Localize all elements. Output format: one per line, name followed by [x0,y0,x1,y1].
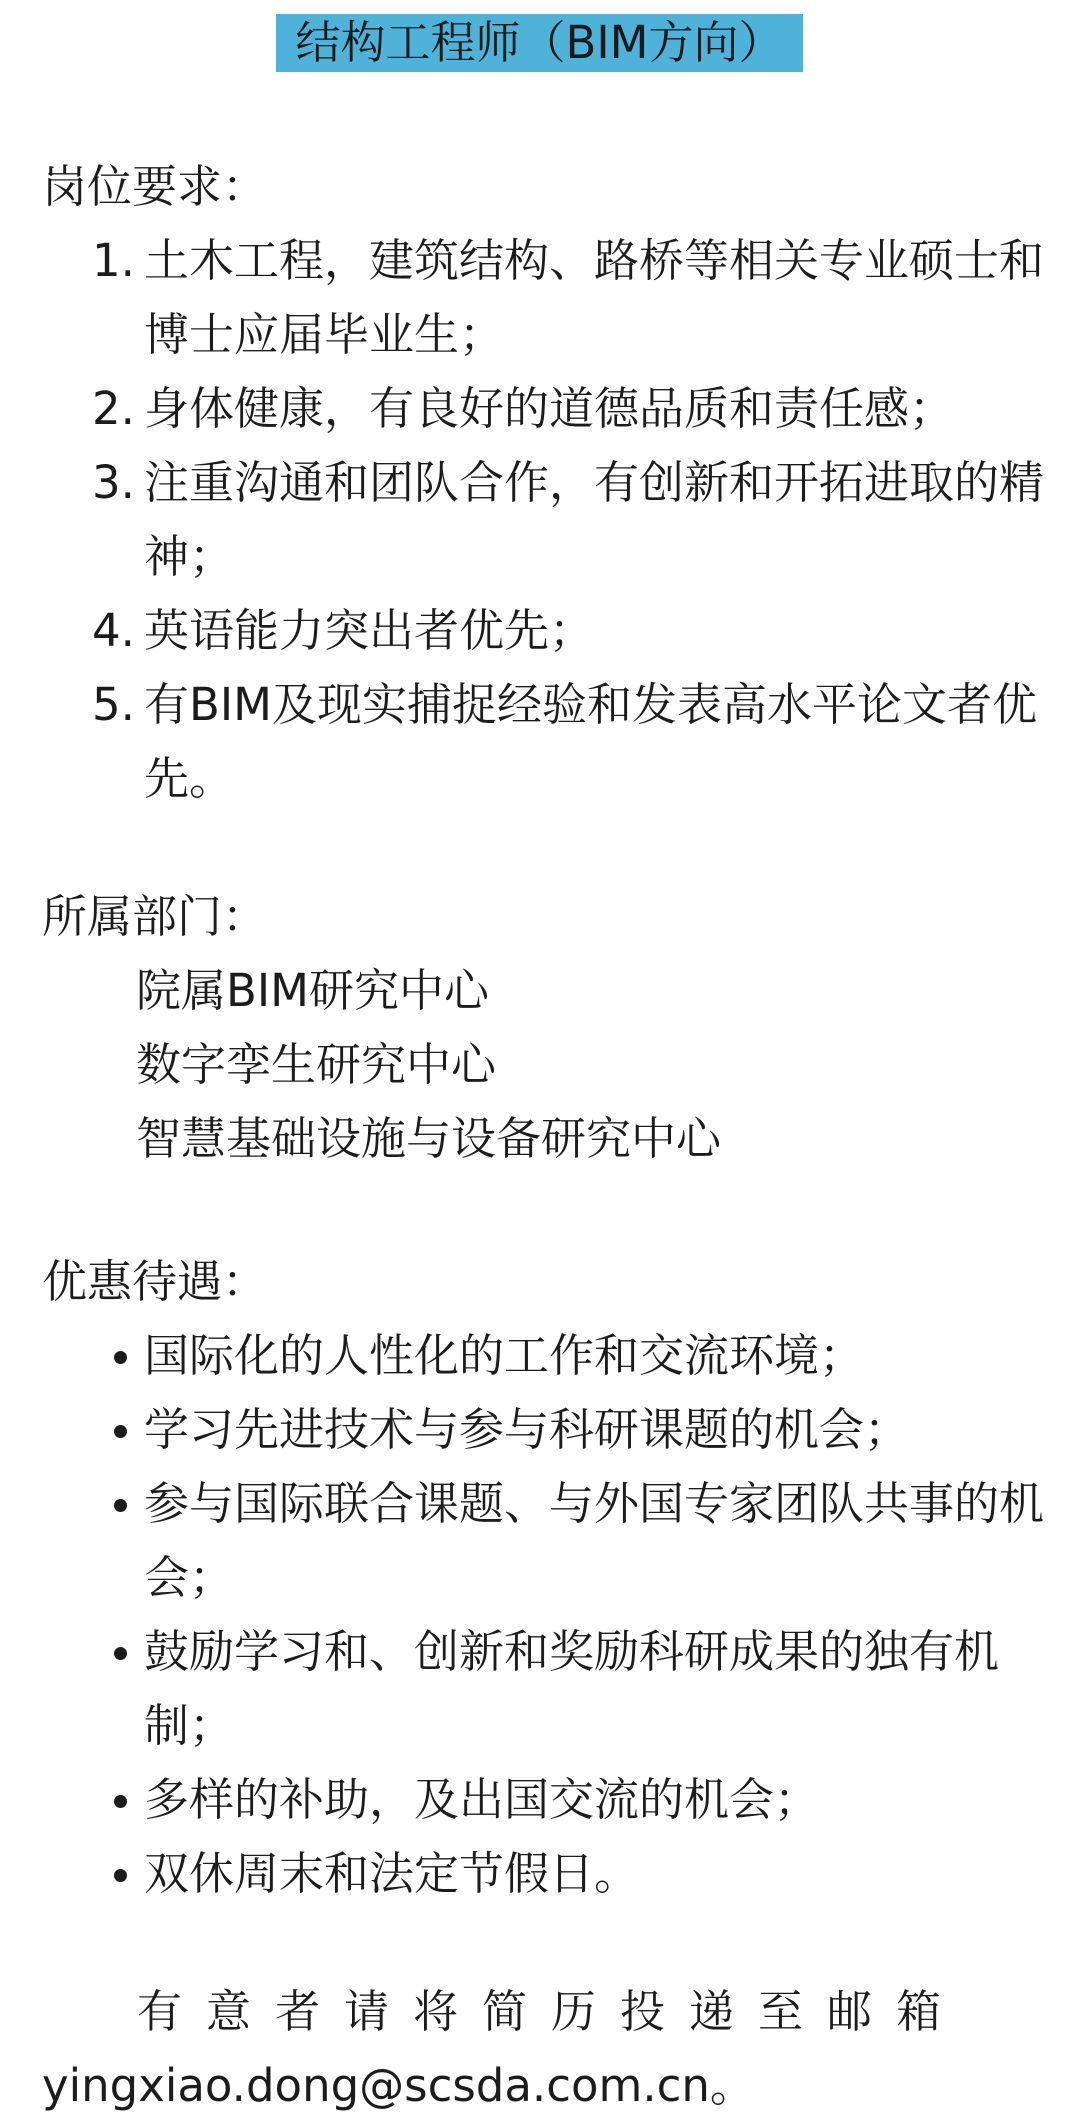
requirement-text: 注重沟通和团队合作，有创新和开拓进取的精神； [144,456,1045,583]
department-item: 数字孪生研究中心 [136,1038,497,1091]
requirement-item [42,372,1076,446]
page-title: 结构工程师（BIM方向） [276,14,804,72]
requirements-section [42,150,1045,816]
requirement-item [42,594,1076,668]
requirements-heading: 岗位要求： [42,160,268,213]
benefit-item [42,1763,1076,1837]
requirement-text: 有BIM及现实捕捉经验和发表高水平论文者优先。 [144,678,1037,805]
benefit-item [42,1467,1076,1615]
requirement-text: 身体健康，有良好的道德品质和责任感； [144,382,955,435]
benefit-item [42,1615,1076,1763]
benefits-list [42,1319,1045,1911]
benefit-text: 多样的补助，及出国交流的机会； [144,1773,820,1826]
item-number: 2. [92,382,135,435]
benefit-text: 学习先进技术与参与科研课题的机会； [144,1403,910,1456]
bullet-icon [114,1647,127,1660]
benefit-item [42,1837,1076,1911]
benefit-text: 鼓励学习和、创新和奖励科研成果的独有机制； [144,1625,1000,1752]
requirement-item [42,446,1076,594]
bullet-icon [114,1869,127,1882]
benefit-text: 双休周末和法定节假日。 [144,1847,640,1900]
bullet-icon [114,1351,127,1364]
requirement-item [42,668,1076,816]
requirement-text: 土木工程，建筑结构、路桥等相关专业硕士和博士应届毕业生； [144,234,1045,361]
item-number: 3. [92,456,135,509]
benefit-item [42,1319,1076,1393]
bullet-icon [114,1499,127,1512]
item-number: 1. [92,234,135,287]
contact-instruction: 有意者请将简历投递至邮箱 [137,1985,966,2038]
title-container [0,14,1079,72]
department-section [42,880,1042,1176]
benefit-text: 国际化的人性化的工作和交流环境； [144,1329,865,1382]
requirement-text: 英语能力突出者优先； [144,604,595,657]
contact-email[interactable]: yingxiao.dong@scsda.com.cn。 [42,2059,755,2112]
requirement-item [42,224,1076,372]
department-item: 院属BIM研究中心 [136,964,489,1017]
benefits-heading: 优惠待遇： [42,1255,268,1308]
contact-section [42,1975,1042,2123]
item-number: 5. [92,678,135,731]
department-item: 智慧基础设施与设备研究中心 [136,1112,722,1165]
item-number: 4. [92,604,135,657]
bullet-icon [114,1425,127,1438]
bullet-icon [114,1795,127,1808]
benefit-text: 参与国际联合课题、与外国专家团队共事的机会； [144,1477,1045,1604]
department-heading: 所属部门： [42,890,268,943]
requirements-list [42,224,1045,816]
benefits-section [42,1245,1045,1911]
benefit-item [42,1393,1076,1467]
